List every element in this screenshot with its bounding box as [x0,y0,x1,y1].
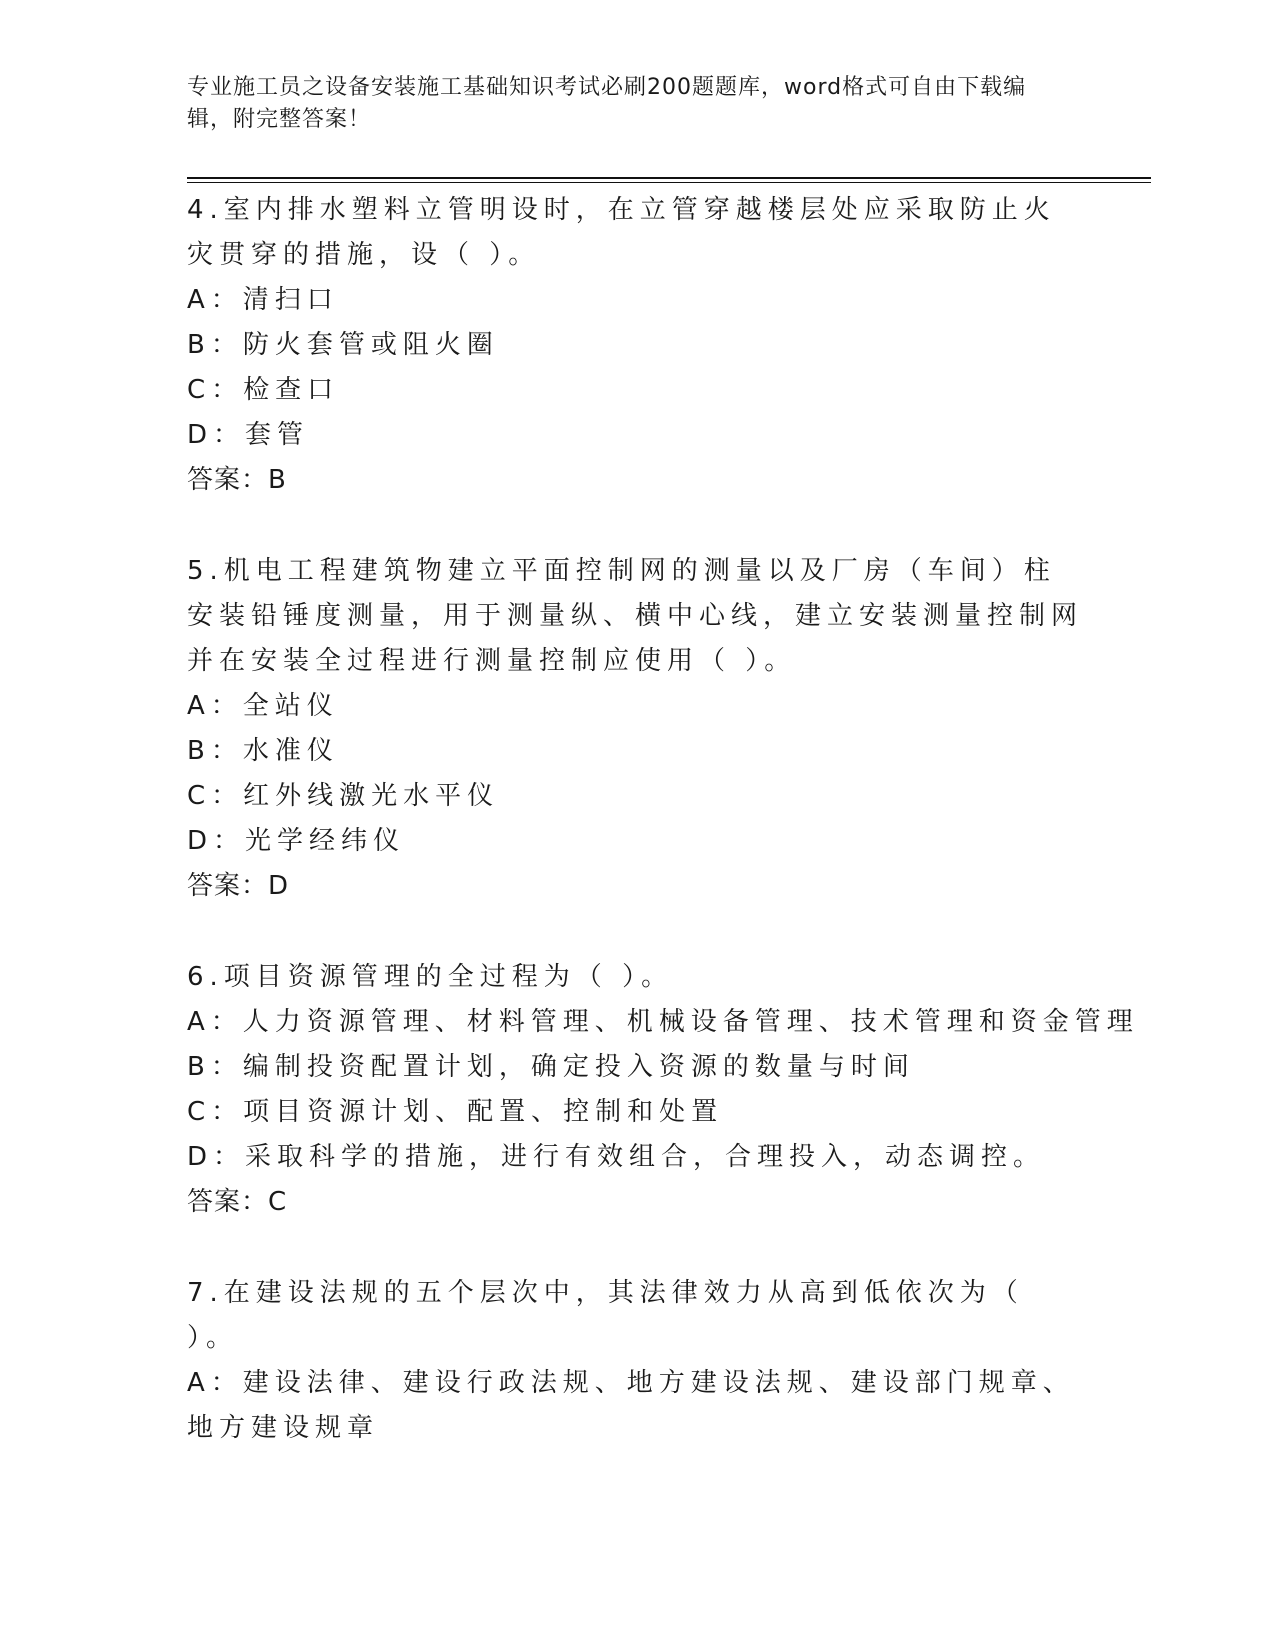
question-5 [187,549,1087,909]
option-a: A：人力资源管理、材料管理、机械设备管理、技术管理和资金管理 [187,1007,1139,1037]
question-4 [187,188,1087,503]
option-a: A：清扫口 [187,285,339,315]
question-stem: 5.机电工程建筑物建立平面控制网的测量以及厂房（车间）柱安装铅锤度测量，用于测量纵、横中心线，建立安装测量控制网并在安装全过程进行测量控制应使用（ ）。 [187,556,1084,676]
header-divider [187,177,1151,179]
option-c: C：项目资源计划、配置、控制和处置 [187,1097,724,1127]
option-d: D：光学经纬仪 [187,826,406,856]
question-6 [187,955,1139,1225]
document-header: 专业施工员之设备安装施工基础知识考试必刷200题题库，word格式可自由下载编辑，附完整答案！ [187,75,1027,132]
option-b: B：防火套管或阻火圈 [187,330,499,360]
option-d: D：采取科学的措施，进行有效组合，合理投入，动态调控。 [187,1142,1046,1172]
question-7 [187,1271,1087,1451]
option-b: B：水准仪 [187,736,339,766]
question-stem: 7.在建设法规的五个层次中，其法律效力从高到低依次为（ ）。 [187,1278,1024,1353]
option-c: C：检查口 [187,375,340,405]
question-list [187,188,1139,1451]
option-d: D：套管 [187,420,310,450]
header-divider-thin [187,182,1151,183]
answer-line: 答案：C [187,1187,288,1217]
answer-line: 答案：B [187,465,287,495]
option-c: C：红外线激光水平仪 [187,781,500,811]
question-stem: 6.项目资源管理的全过程为（ ）。 [187,962,674,992]
question-stem: 4.室内排水塑料立管明设时，在立管穿越楼层处应采取防止火灾贯穿的措施，设（ ）。 [187,195,1056,270]
question-spacer [187,909,1087,955]
question-spacer [187,503,1087,549]
question-spacer [187,1225,1087,1271]
option-b: B：编制投资配置计划，确定投入资源的数量与时间 [187,1052,915,1082]
option-a: A：建设法律、建设行政法规、地方建设法规、建设部门规章、地方建设规章 [187,1368,1075,1443]
option-a: A：全站仪 [187,691,339,721]
answer-line: 答案：D [187,871,290,901]
